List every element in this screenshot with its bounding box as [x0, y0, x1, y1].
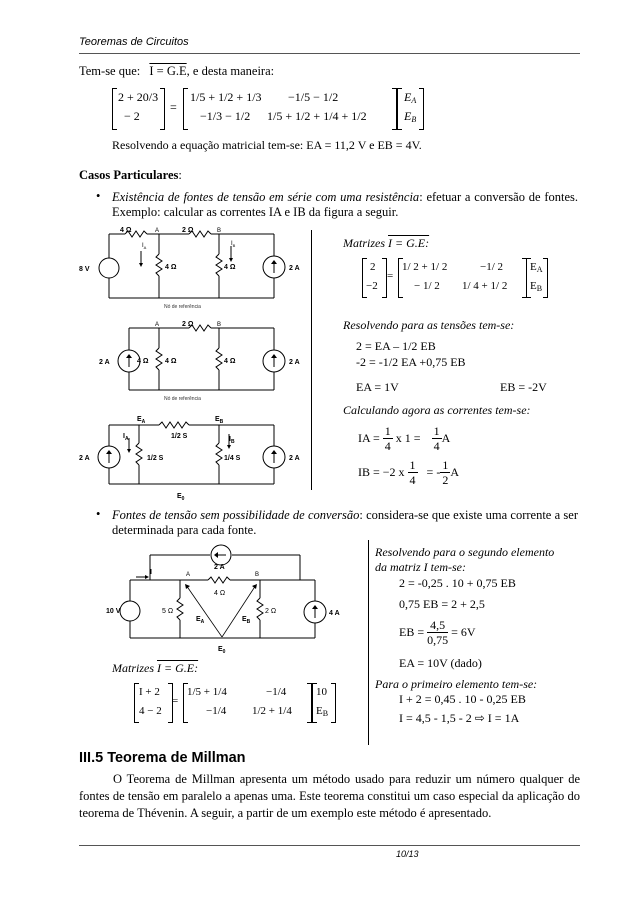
c4-r-right: 2 Ω [265, 608, 277, 615]
bullet-2-italic: Fontes de tensão sem possibilidade de conversão [112, 508, 360, 522]
c1-ref: Nó de referência [164, 304, 201, 310]
ia-lhs: IA = [358, 431, 380, 445]
casos-heading-text: Casos Particulares [79, 168, 179, 182]
b2-eq-3-num: 4,5 [427, 618, 448, 633]
m3-row1-b: −1/4 [266, 686, 287, 698]
m2-vec-1-sub: A [536, 265, 543, 274]
b2-resolvendo-1: Resolvendo para o segundo elemento [375, 545, 555, 559]
c3-g1: 1/2 S [171, 433, 188, 440]
bullet-2-rest: : considera-se que existe uma corrente a ser determinada para cada fonte. [112, 508, 579, 537]
m2-vec-1: E [530, 261, 537, 273]
eb-value: EB = -2V [500, 380, 547, 394]
c2-r1: 4 Ω [137, 358, 149, 365]
b2-eq-3-den: 0,75 [427, 633, 449, 647]
b2-eq-3 [399, 618, 476, 647]
matrix-equation-1: 2 + 20/3 − 2 = 1/5 + 1/2 + 1/3 −1/5 − 1/2 −1/3 − 1/2 1/5 + 1/2 + 1/4 + 1/2 $E_A$ $E_B$ [112, 88, 472, 130]
ia-f2-den: 4 [433, 439, 440, 453]
casos-heading: Casos Particulares: [79, 168, 182, 182]
m1-vec-1-sub: A [411, 96, 417, 105]
m2-row1-b: −1/ 2 [480, 261, 504, 273]
m1-vec-1: E [404, 90, 412, 104]
c2-node-a: A [155, 322, 160, 328]
matrizes-eq-2: I = G.E: [157, 661, 199, 675]
m2-lhs-2: −2 [366, 280, 378, 292]
m2-row2-b: 1/ 4 + 1/ 2 [462, 280, 508, 292]
m2-lhs-1: 2 [370, 261, 376, 273]
c3-g2: 1/2 S [147, 455, 164, 462]
b2-resolvendo-2: da matriz I tem-se: [375, 560, 466, 574]
c1-ia: $I_A$ [142, 243, 147, 250]
ia-equation [358, 424, 450, 453]
c4-r-left: 5 Ω [162, 608, 174, 615]
m3-vec-2: E [316, 705, 323, 717]
b2-eq-1: 2 = -0,25 . 10 + 0,75 EB [399, 576, 516, 590]
c1-r1: 4 Ω [120, 227, 132, 234]
column-divider-2 [368, 540, 369, 745]
ia-unit: A [441, 431, 451, 445]
c2-ref: Nó de referência [164, 396, 201, 402]
b2-eq-3-lhs: EB = [399, 625, 425, 639]
ib-mid: = - [426, 465, 441, 479]
b2-eq-4: EA = 10V (dado) [399, 656, 482, 670]
circuit-1 [79, 226, 309, 311]
eq-1: 2 = EA – 1/2 EB [356, 339, 436, 353]
m3-vec-1: 10 [316, 686, 327, 698]
matrizes-label-1: Matrizes I = G.E: [343, 236, 430, 250]
result-line: Resolvendo a equação matricial tem-se: EA = 11,2 V e EB = 4V. [112, 138, 422, 152]
ib-lhs: IB = −2 x [358, 465, 405, 479]
m3-vec-2-sub: B [322, 709, 329, 718]
ib-f2-num: 1 [442, 458, 449, 472]
resolvendo-label: Resolvendo para as tensões tem-se: [343, 318, 515, 332]
header-rule [79, 53, 580, 54]
ia-f1-den: 4 [384, 439, 391, 453]
c1-ib: $I_B$ [231, 241, 236, 248]
m1-row2-a: −1/3 − 1/2 [200, 109, 251, 123]
matrix-equation-3: I + 2 4 − 2 = 1/5 + 1/4 −1/4 −1/4 1/2 + 1/4 10 $E_B$ [134, 683, 364, 725]
ib-equation [358, 458, 459, 487]
c3-e0: $E_0$ [177, 493, 185, 502]
page-number: 10/13 [396, 849, 419, 859]
c4-i-right: 4 A [329, 610, 340, 617]
m1-vec-2-sub: B [411, 115, 417, 124]
bullet-1-text [112, 190, 578, 220]
c4-i-top: 2 A [214, 564, 225, 571]
c3-eb: $E_B$ [215, 416, 224, 425]
calculando-label: Calculando agora as correntes tem-se: [343, 403, 531, 417]
c4-node-b: B [255, 572, 260, 578]
circuit-3 [79, 410, 309, 500]
m3-row2-a: −1/4 [206, 705, 227, 717]
m1-row2-b: 1/5 + 1/2 + 1/4 + 1/2 [267, 109, 367, 123]
m2-row2-a: − 1/ 2 [414, 280, 440, 292]
c3-ib: $I_B$ [229, 436, 235, 445]
c4-r-mid: 4 Ω [214, 590, 226, 597]
matrizes-eq-1: I = G.E: [388, 236, 430, 250]
ia-mid: x 1 = [395, 431, 421, 445]
c2-i1: 2 A [99, 359, 110, 366]
m1-lhs-1: 2 + 20/3 [118, 90, 159, 104]
b2-eq-2: 0,75 EB = 2 + 2,5 [399, 597, 485, 611]
c1-i: 2 A [289, 265, 300, 272]
c4-eb: $E_B$ [242, 616, 251, 625]
c2-i2: 2 A [289, 359, 300, 366]
intro-text: Tem-se que: [79, 64, 141, 78]
c4-ea: $E_A$ [196, 616, 205, 625]
eq-2: -2 = -1/2 EA +0,75 EB [356, 355, 466, 369]
m1-vec-2: E [404, 109, 412, 123]
intro-line [79, 64, 274, 79]
c3-g3: 1/4 S [224, 455, 241, 462]
m3-lhs-2: 4 − 2 [139, 705, 162, 717]
c1-node-a: A [155, 228, 160, 234]
c1-node-b: B [217, 228, 222, 234]
m1-row1-a: 1/5 + 1/2 + 1/3 [190, 90, 262, 104]
intro-equation: I = G.E [149, 64, 187, 78]
m3-row1-a: 1/5 + 1/4 [187, 686, 227, 698]
c3-i1: 2 A [79, 455, 90, 462]
ib-f1-num: 1 [409, 458, 416, 472]
bullet-1-dot: • [96, 189, 101, 203]
ea-value: EA = 1V [356, 380, 399, 394]
c4-node-a: A [186, 572, 191, 578]
c2-node-b: B [217, 322, 222, 328]
circuit-2 [79, 320, 309, 405]
c3-ea: $E_A$ [137, 416, 146, 425]
circuit-4 [106, 543, 360, 655]
matrix-equation-2: 2 −2 = 1/ 2 + 1/ 2 −1/ 2 − 1/ 2 1/ 4 + 1/ 2 $E_A$ $E_B$ [362, 258, 592, 300]
column-divider [311, 230, 312, 490]
bullet-2-text [112, 508, 578, 538]
b2-primeiro: Para o primeiro elemento tem-se: [375, 677, 538, 691]
bullet-1-italic: Existência de fontes de tensão em série com uma resistência [112, 190, 420, 204]
m3-lhs-1: I + 2 [139, 686, 160, 698]
matrizes-label-2: Matrizes I = G.E: [112, 661, 199, 675]
ia-f2-num: 1 [433, 424, 440, 438]
intro-tail: , e desta maneira: [186, 64, 275, 78]
c1-r4: 4 Ω [224, 264, 236, 271]
m3-row2-b: 1/2 + 1/4 [252, 705, 292, 717]
c3-i2: 2 A [289, 455, 300, 462]
m1-lhs-2: − 2 [124, 109, 140, 123]
section-title: III.5 Teorema de Millman [79, 750, 246, 766]
c1-r3: 4 Ω [165, 264, 177, 271]
m2-vec-2: E [530, 280, 537, 292]
c4-v: 10 V [106, 608, 121, 615]
running-header: Teoremas de Circuitos [79, 36, 189, 48]
m2-row1-a: 1/ 2 + 1/ 2 [402, 261, 448, 273]
b2-eq-6: I = 4,5 - 1,5 - 2 ⇨ I = 1A [399, 711, 520, 725]
ib-f1-den: 4 [409, 473, 416, 487]
b2-eq-5: I + 2 = 0,45 . 10 - 0,25 EB [399, 692, 526, 706]
c1-v: 8 V [79, 266, 90, 273]
footer-rule [79, 845, 580, 846]
c4-e0: $E_0$ [218, 646, 226, 655]
c2-r3: 4 Ω [165, 358, 177, 365]
m1-row1-b: −1/5 − 1/2 [288, 90, 339, 104]
bullet-2-dot: • [96, 507, 101, 521]
c2-r4: 4 Ω [224, 358, 236, 365]
m2-vec-2-sub: B [536, 284, 543, 293]
c3-ia: $I_A$ [123, 433, 129, 442]
ia-f1-num: 1 [384, 424, 391, 438]
bullet-1-rest: : efetuar a conversão de fontes. Exemplo: calcular as correntes IA e IB da figura a seguir. [112, 190, 578, 219]
section-text: O Teorema de Millman apresenta um método usado para reduzir um número qualquer de fontes de tensão em paralelo a apenas uma. Este teorema constitui um caso especial da aplicação do teorema de Thévenin. A seguir, a partir de um exemplo este método é apresentado. [79, 772, 580, 820]
b2-eq-3-rhs: = 6V [451, 625, 476, 639]
c4-i: I [150, 569, 152, 576]
c2-r2: 2 Ω [182, 321, 194, 328]
ib-f2-den: 2 [442, 473, 449, 487]
c1-r2: 2 Ω [182, 227, 194, 234]
ib-unit: A [450, 465, 459, 479]
